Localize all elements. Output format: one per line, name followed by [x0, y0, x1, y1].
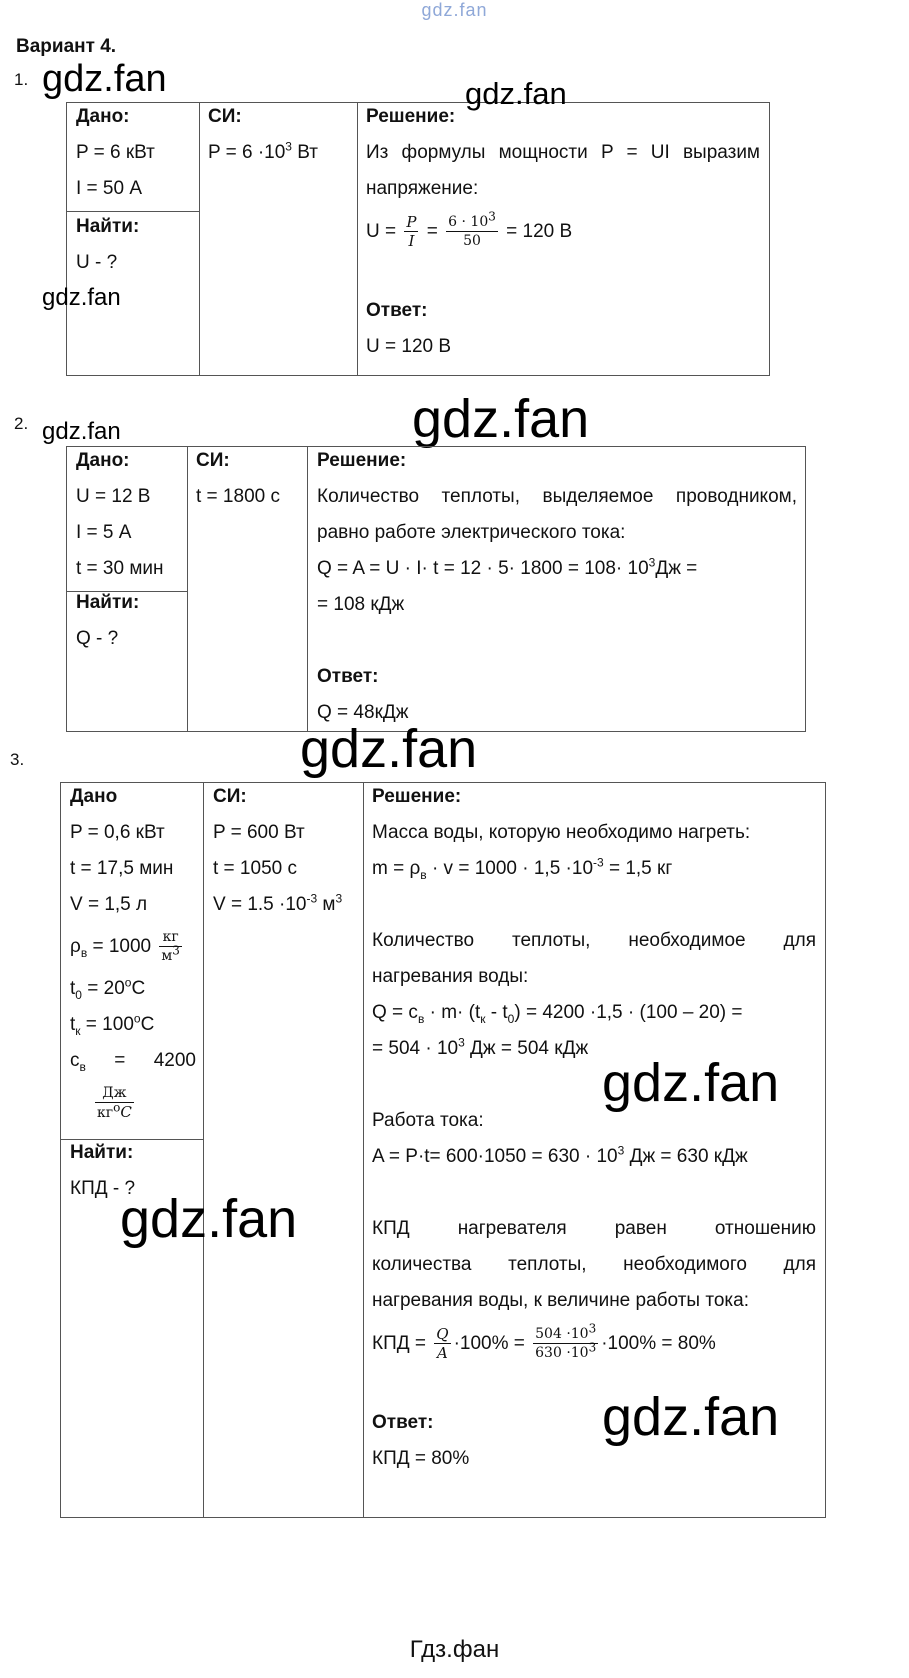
solution-text: Количество теплоты, выделяемое проводником, [317, 486, 797, 507]
answer-header: Ответ: [366, 300, 428, 321]
given-item: P = 0,6 кВт [70, 822, 165, 843]
find-value: КПД - ? [70, 1178, 136, 1199]
column-divider [357, 103, 358, 375]
given-item: I = 50 А [76, 178, 143, 199]
fraction: $\frac{P}{I}$ [406, 213, 417, 251]
given-item: $\rho_в = 1000$ $\frac{кг}{м^3}$ [70, 929, 180, 965]
solution-text: Масса воды, которую необходимо нагреть: [372, 822, 751, 843]
given-header: Дано [70, 786, 118, 807]
si-value: t = 1050 с [213, 858, 297, 879]
fraction: $\frac{Дж}{кг^oC}$ [97, 1084, 132, 1121]
given-cell [76, 99, 155, 207]
formula-heat: $Q = c_в \cdot m\cdot (t_к - t_0) = 4200 \cdot 1,5 \cdot (100 - 20)$ = [372, 1002, 743, 1026]
solution-cell [366, 99, 760, 365]
si-cell [208, 99, 318, 171]
watermark: gdz.fan [412, 389, 590, 449]
given-unit [70, 1079, 198, 1127]
si-value: $V = 1.5 \cdot 10^{-3}$ $м^3$ [213, 891, 343, 915]
task-2-number: 2. [14, 414, 29, 433]
formula-voltage: U = $\frac{P}{I}$ = $\frac{6 \cdot 10^3}{50}$ = 120 В [366, 209, 573, 251]
solution-header: Решение: [317, 450, 407, 471]
solution-text: равно работе электрического тока: [317, 522, 626, 543]
watermark: gdz.fan [42, 58, 167, 100]
formula-heat-result: = 108 кДж [317, 594, 405, 615]
column-divider [199, 103, 200, 375]
solution-text: количества теплоты, необходимого для [372, 1254, 816, 1275]
column-divider [363, 783, 364, 1517]
given-item: $t_0 = 20^oC$ [70, 975, 146, 1002]
si-header: СИ: [208, 106, 242, 127]
given-header: Дано: [76, 106, 130, 127]
watermark: gdz.fan [300, 719, 478, 779]
formula-efficiency: КПД = $\frac{Q}{A}$ ·100% = $\frac{504 \cdot 10^3}{630 \cdot 10^3}$ ·100% = 80% [372, 1321, 716, 1363]
solution-text: Работа тока: [372, 1110, 484, 1131]
solution-text: напряжение: [366, 178, 479, 199]
solution-text: нагревания воды: [372, 966, 529, 987]
si-cell [213, 779, 342, 923]
watermark: gdz.fan [465, 76, 567, 111]
variant-title: Вариант 4. [16, 36, 117, 57]
find-cell [76, 209, 139, 281]
solution-text: нагревания воды, к величине работы тока: [372, 1290, 749, 1311]
solution-header: Решение: [372, 786, 462, 807]
answer-header: Ответ: [317, 666, 379, 687]
solution-text: КПД нагревателя равен отношению [372, 1218, 816, 1239]
find-cell [76, 585, 139, 657]
given-item: U = 12 В [76, 486, 151, 507]
si-value: t = 1800 с [196, 486, 280, 507]
find-value: U - ? [76, 252, 118, 273]
watermark: gdz.fan [42, 418, 121, 445]
find-value: Q - ? [76, 628, 119, 649]
formula-mass: $m = \rho_в \cdot v = 1000 \cdot 1,5 \cdot 10^{-3} = 1,5$ кг [372, 855, 673, 882]
given-header: Дано: [76, 450, 130, 471]
fraction: $\frac{Q}{A}$ [436, 1325, 449, 1363]
given-item: I = 5 А [76, 522, 132, 543]
si-cell [196, 443, 280, 515]
given-cell [76, 443, 164, 587]
si-header: СИ: [196, 450, 230, 471]
si-value: $P = 6 \cdot 10^3$ Вт [208, 139, 319, 163]
column-divider [203, 783, 204, 1517]
task-1-table [66, 102, 770, 376]
formula-work: $A = P\cdot t= 600\cdot 1050 = 630 \cdot 10^3$ Дж = 630 кДж [372, 1143, 748, 1167]
si-header: СИ: [213, 786, 247, 807]
watermark-top: gdz.fan [421, 0, 488, 20]
fraction: $\frac{504 \cdot 10^3}{630 \cdot 10^3}$ [535, 1321, 597, 1362]
find-header: Найти: [76, 216, 140, 237]
given-item: V = 1,5 л [70, 894, 148, 915]
watermark: gdz.fan [602, 1053, 780, 1113]
solution-cell [317, 443, 797, 731]
watermark: gdz.fan [120, 1189, 298, 1249]
answer-value: КПД = 80% [372, 1448, 470, 1469]
given-cell [70, 779, 198, 1127]
si-value: P = 600 Вт [213, 822, 305, 843]
task-3-number: 3. [10, 750, 25, 769]
given-item: $c_в$ = 4200 [70, 1050, 196, 1074]
solution-header: Решение: [366, 106, 456, 127]
task-2-table [66, 446, 806, 732]
watermark: gdz.fan [42, 284, 121, 311]
formula-heat: $Q = A = U \cdot I\cdot t = 12 \cdot 5\cdot 1800 = 108\cdot 10^3Дж$ = [317, 555, 698, 579]
column-divider [307, 447, 308, 731]
given-item: t = 17,5 мин [70, 858, 174, 879]
find-header: Найти: [70, 1142, 134, 1163]
fraction: $\frac{6 \cdot 10^3}{50}$ [448, 209, 496, 250]
answer-value: U = 120 В [366, 336, 452, 357]
given-item: $t_к = 100^oC$ [70, 1011, 155, 1038]
answer-value: Q = 48кДж [317, 702, 409, 723]
formula-heat-result: = $504 \cdot 10^3$ Дж = 504 кДж [372, 1035, 589, 1059]
task-1-number: 1. [14, 70, 29, 89]
fraction: $\frac{кг}{м^3}$ [161, 929, 180, 965]
column-divider [187, 447, 188, 731]
find-header: Найти: [76, 592, 140, 613]
solution-text: Из формулы мощности P = UI выразим [366, 142, 760, 163]
solution-cell [372, 779, 816, 1477]
answer-header: Ответ: [372, 1412, 434, 1433]
solution-text: Количество теплоты, необходимое для [372, 930, 816, 951]
given-item: P = 6 кВт [76, 142, 155, 163]
given-item: t = 30 мин [76, 558, 164, 579]
footer-caption: Гдз.фан [409, 1636, 500, 1663]
watermark: gdz.fan [602, 1387, 780, 1447]
